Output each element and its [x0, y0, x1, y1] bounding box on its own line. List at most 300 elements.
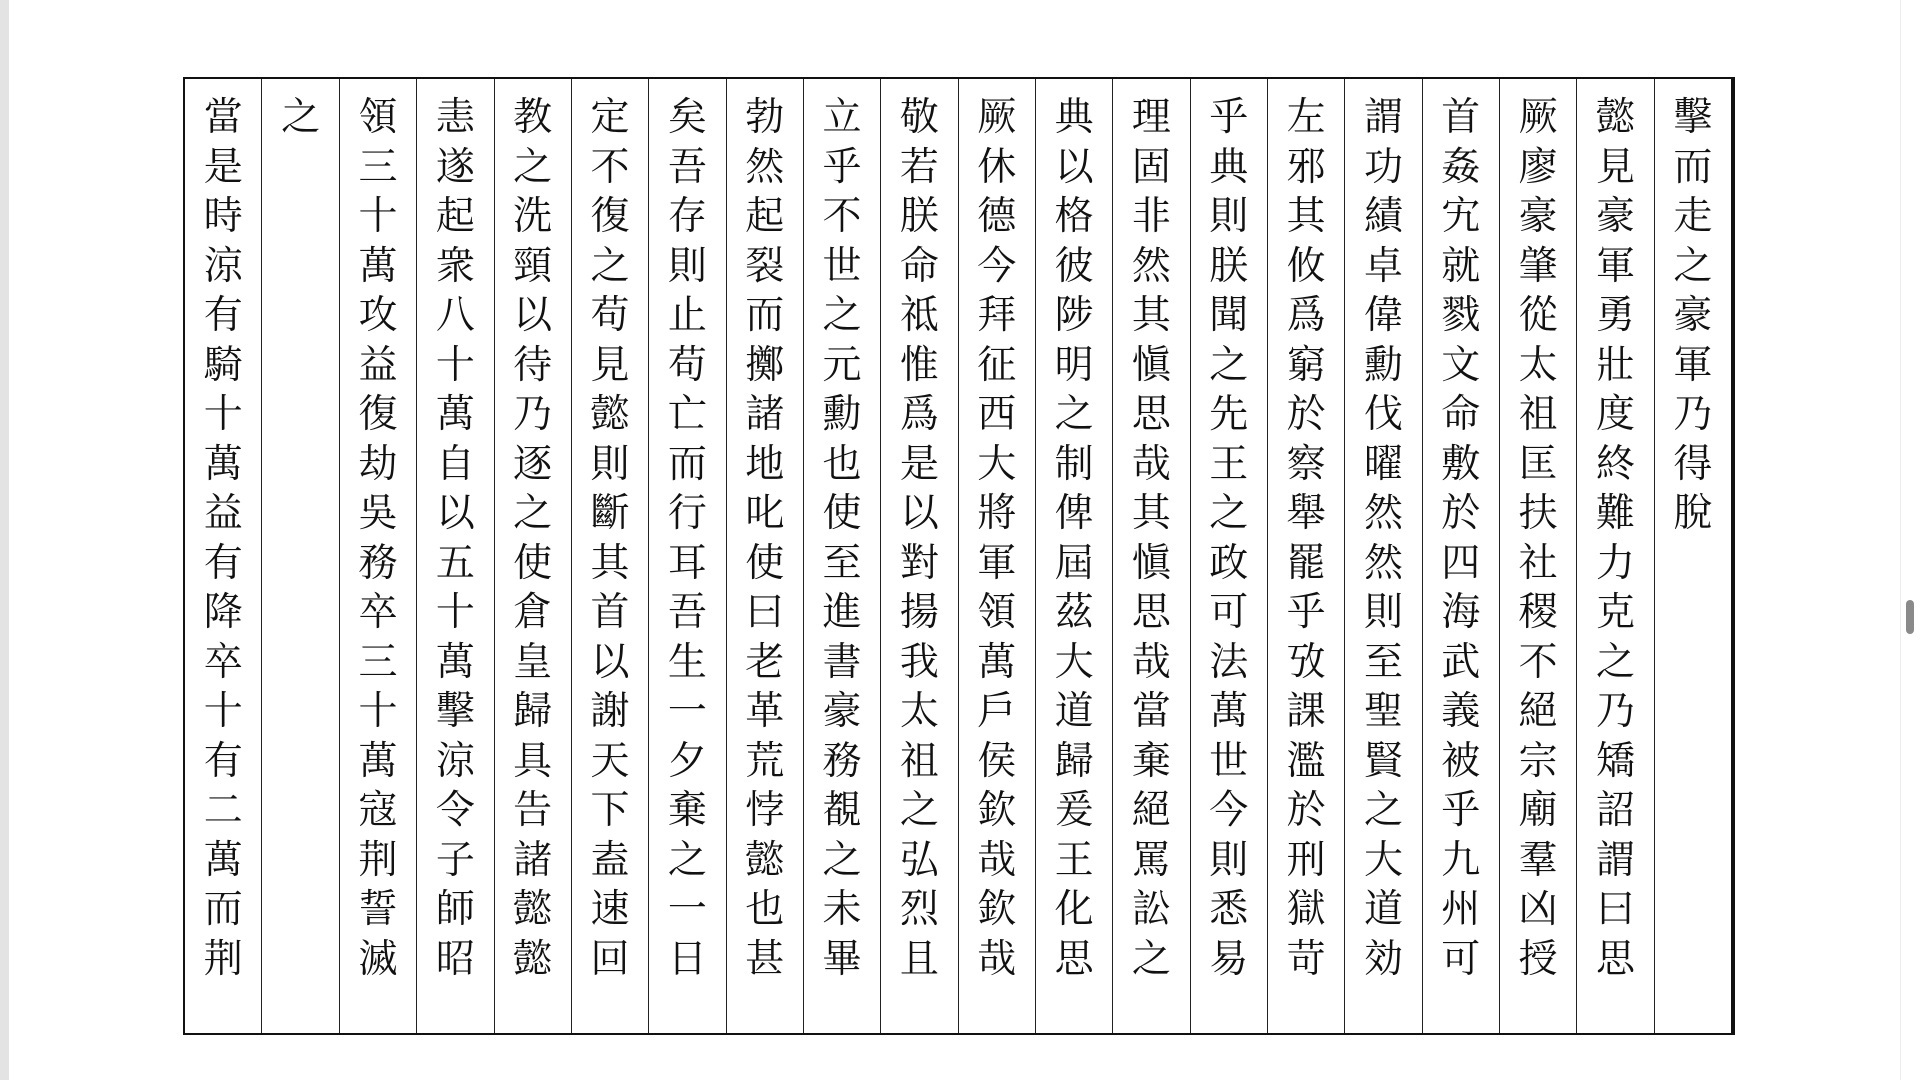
text-char: 萬	[358, 243, 398, 289]
text-char: 九	[1441, 837, 1481, 883]
text-char: 天	[590, 738, 630, 784]
text-char: 文	[1441, 342, 1481, 388]
text-char: 爰	[1054, 788, 1094, 833]
text-column	[1344, 79, 1421, 1033]
text-char: 擊	[435, 689, 475, 734]
text-char: 格	[1054, 194, 1094, 239]
text-char: 耳	[667, 540, 707, 586]
text-char: 俾	[1054, 491, 1094, 536]
text-char: 功	[1363, 144, 1403, 190]
text-char: 揚	[899, 590, 939, 635]
text-column	[185, 79, 261, 1033]
text-column	[1654, 79, 1733, 1033]
text-char: 罵	[1131, 837, 1171, 883]
text-char: 謂	[1363, 95, 1403, 140]
text-char: 豪	[1595, 194, 1635, 239]
text-char: 洗	[513, 194, 553, 239]
text-char: 五	[435, 540, 475, 586]
text-char: 苛	[1286, 936, 1326, 982]
text-char: 有	[203, 293, 243, 338]
text-char: 命	[899, 243, 939, 289]
text-char: 軍	[1673, 342, 1713, 388]
text-char: 劫	[358, 441, 398, 487]
text-char: 逐	[513, 441, 553, 487]
text-char: 謝	[590, 689, 630, 734]
text-char: 愼	[1131, 342, 1171, 388]
text-char: 涼	[435, 738, 475, 784]
text-char: 至	[1363, 639, 1403, 685]
text-char: 乃	[513, 392, 553, 437]
text-char: 宄	[1441, 194, 1481, 239]
text-char: 祖	[1518, 392, 1558, 437]
text-char: 授	[1518, 936, 1558, 982]
text-char: 吾	[667, 590, 707, 635]
text-char: 思	[1131, 590, 1171, 635]
text-column	[571, 79, 648, 1033]
text-char: 二	[203, 788, 243, 833]
text-char: 之	[1054, 392, 1094, 437]
text-char: 思	[1054, 936, 1094, 982]
text-char: 征	[977, 342, 1017, 388]
text-column	[648, 79, 725, 1033]
text-char: 就	[1441, 243, 1481, 289]
text-column	[416, 79, 493, 1033]
text-char: 制	[1054, 441, 1094, 487]
text-char: 頸	[513, 243, 553, 289]
text-char: 今	[1209, 788, 1249, 833]
text-char: 時	[203, 194, 243, 239]
text-char: 荆	[203, 936, 243, 982]
text-char: 甚	[745, 936, 785, 982]
text-char: 其	[1131, 293, 1171, 338]
text-char: 倉	[513, 590, 553, 635]
text-char: 訟	[1131, 887, 1171, 932]
text-char: 義	[1441, 689, 1481, 734]
text-char: 可	[1441, 936, 1481, 982]
text-char: 明	[1054, 342, 1094, 388]
text-char: 是	[899, 441, 939, 487]
text-char: 卓	[1363, 243, 1403, 289]
text-char: 卒	[203, 639, 243, 685]
text-char: 聖	[1363, 689, 1403, 734]
text-char: 典	[1209, 144, 1249, 190]
text-char: 裂	[745, 243, 785, 289]
text-char: 而	[745, 293, 785, 338]
text-char: 覩	[822, 788, 862, 833]
text-char: 以	[513, 293, 553, 338]
text-char: 絕	[1131, 788, 1171, 833]
text-char: 萬	[203, 441, 243, 487]
text-char: 左	[1286, 95, 1326, 140]
text-char: 罷	[1286, 540, 1326, 586]
text-column	[261, 79, 338, 1033]
text-char: 勳	[1363, 342, 1403, 388]
text-char: 絕	[1518, 689, 1558, 734]
text-char: 以	[590, 639, 630, 685]
text-char: 以	[899, 491, 939, 536]
text-char: 茲	[1054, 590, 1094, 635]
text-char: 之	[1595, 639, 1635, 685]
text-char: 難	[1595, 491, 1635, 536]
text-char: 見	[590, 342, 630, 388]
text-char: 元	[822, 342, 862, 388]
text-char: 宗	[1518, 738, 1558, 784]
text-char: 侯	[977, 738, 1017, 784]
text-char: 哉	[1131, 441, 1171, 487]
text-char: 乃	[1673, 392, 1713, 437]
text-char: 矣	[667, 95, 707, 140]
text-char: 教	[513, 95, 553, 140]
text-char: 遂	[435, 144, 475, 190]
text-char: 荆	[358, 837, 398, 883]
text-char: 之	[822, 837, 862, 883]
text-char: 効	[1363, 936, 1403, 982]
text-char: 皇	[513, 639, 553, 685]
text-column	[1190, 79, 1267, 1033]
text-char: 哉	[977, 936, 1017, 982]
text-char: 敷	[1441, 441, 1481, 487]
text-char: 世	[822, 243, 862, 289]
text-char: 海	[1441, 590, 1481, 635]
text-char: 勇	[1595, 293, 1635, 338]
text-char: 懿	[745, 837, 785, 883]
text-char: 使	[513, 540, 553, 586]
text-char: 也	[745, 887, 785, 932]
text-char: 軍	[1595, 243, 1635, 289]
text-char: 務	[358, 540, 398, 586]
text-char: 令	[435, 788, 475, 833]
text-char: 拜	[977, 293, 1017, 338]
text-char: 弘	[899, 837, 939, 883]
text-char: 以	[435, 491, 475, 536]
text-char: 之	[513, 491, 553, 536]
text-char: 大	[977, 441, 1017, 487]
text-char: 速	[590, 887, 630, 932]
text-char: 脫	[1673, 491, 1713, 536]
text-char: 乎	[1286, 590, 1326, 635]
text-char: 則	[1209, 837, 1249, 883]
text-char: 於	[1286, 392, 1326, 437]
text-char: 稷	[1518, 590, 1558, 635]
text-char: 叱	[745, 491, 785, 536]
text-char: 斷	[590, 491, 630, 536]
text-char: 十	[358, 689, 398, 734]
text-char: 地	[745, 441, 785, 487]
text-char: 而	[1673, 144, 1713, 190]
text-char: 窮	[1286, 342, 1326, 388]
text-char: 懿	[513, 936, 553, 982]
text-char: 力	[1595, 540, 1635, 586]
text-char: 告	[513, 788, 553, 833]
text-char: 敬	[899, 95, 939, 140]
text-char: 若	[899, 144, 939, 190]
text-char: 具	[513, 738, 553, 784]
text-char: 廟	[1518, 788, 1558, 833]
text-char: 之	[590, 243, 630, 289]
text-char: 勃	[745, 95, 785, 140]
text-char: 苟	[667, 342, 707, 388]
text-char: 一	[667, 887, 707, 932]
text-char: 則	[1363, 590, 1403, 635]
text-char: 一	[667, 689, 707, 734]
text-char: 得	[1673, 441, 1713, 487]
text-char: 懿	[590, 392, 630, 437]
text-char: 曰	[1595, 887, 1635, 932]
text-char: 彼	[1054, 243, 1094, 289]
text-column	[1035, 79, 1112, 1033]
text-char: 廖	[1518, 144, 1558, 190]
text-char: 三	[358, 639, 398, 685]
text-char: 亡	[667, 392, 707, 437]
text-char: 老	[745, 639, 785, 685]
text-char: 起	[745, 194, 785, 239]
text-char: 吳	[358, 491, 398, 536]
text-char: 諸	[745, 392, 785, 437]
text-char: 夕	[667, 738, 707, 784]
text-char: 厥	[1518, 95, 1558, 140]
text-char: 道	[1054, 689, 1094, 734]
text-char: 化	[1054, 887, 1094, 932]
text-char: 有	[203, 738, 243, 784]
text-char: 十	[203, 392, 243, 437]
text-char: 哉	[977, 837, 1017, 883]
text-char: 朕	[1209, 243, 1249, 289]
text-char: 歸	[513, 689, 553, 734]
text-char: 度	[1595, 392, 1635, 437]
text-char: 則	[667, 243, 707, 289]
text-char: 苟	[590, 293, 630, 338]
text-char: 爲	[1286, 293, 1326, 338]
text-char: 之	[513, 144, 553, 190]
text-char: 勳	[822, 392, 862, 437]
text-char: 濫	[1286, 738, 1326, 784]
text-char: 休	[977, 144, 1017, 190]
text-char: 也	[822, 441, 862, 487]
text-char: 誓	[358, 887, 398, 932]
text-char: 則	[590, 441, 630, 487]
text-char: 凶	[1518, 887, 1558, 932]
text-char: 武	[1441, 639, 1481, 685]
text-char: 我	[899, 639, 939, 685]
text-char: 可	[1209, 590, 1249, 635]
text-char: 悉	[1209, 887, 1249, 932]
text-char: 軍	[977, 540, 1017, 586]
text-char: 革	[745, 689, 785, 734]
left-edge-divider	[0, 0, 9, 1080]
text-char: 從	[1518, 293, 1558, 338]
text-char: 乎	[822, 144, 862, 190]
text-char: 命	[1441, 392, 1481, 437]
text-char: 悖	[745, 788, 785, 833]
text-char: 其	[1286, 194, 1326, 239]
text-char: 當	[1131, 689, 1171, 734]
text-char: 乃	[1595, 689, 1635, 734]
text-char: 然	[1363, 540, 1403, 586]
text-char: 定	[590, 95, 630, 140]
text-char: 賢	[1363, 738, 1403, 784]
text-char: 書	[822, 639, 862, 685]
text-char: 益	[358, 342, 398, 388]
text-column	[339, 79, 416, 1033]
text-char: 陟	[1054, 293, 1094, 338]
text-char: 烈	[899, 887, 939, 932]
text-char: 州	[1441, 887, 1481, 932]
text-char: 之	[1209, 491, 1249, 536]
text-char: 偉	[1363, 293, 1403, 338]
text-char: 今	[977, 243, 1017, 289]
text-char: 荒	[745, 738, 785, 784]
text-char: 壯	[1595, 342, 1635, 388]
text-char: 有	[203, 540, 243, 586]
text-column	[1576, 79, 1653, 1033]
text-char: 政	[1209, 540, 1249, 586]
text-char: 欽	[977, 887, 1017, 932]
text-char: 降	[203, 590, 243, 635]
text-char: 刑	[1286, 837, 1326, 883]
text-char: 大	[1363, 837, 1403, 883]
text-char: 領	[358, 95, 398, 140]
text-char: 舉	[1286, 491, 1326, 536]
text-char: 止	[667, 293, 707, 338]
text-char: 懿	[513, 887, 553, 932]
text-char: 德	[977, 194, 1017, 239]
text-char: 領	[977, 590, 1017, 635]
text-char: 復	[590, 194, 630, 239]
text-char: 豪	[1518, 194, 1558, 239]
text-char: 衆	[435, 243, 475, 289]
text-char: 之	[899, 788, 939, 833]
text-column	[1499, 79, 1576, 1033]
text-char: 騎	[203, 342, 243, 388]
text-char: 未	[822, 887, 862, 932]
text-char: 三	[358, 144, 398, 190]
text-char: 子	[435, 837, 475, 883]
text-char: 之	[1363, 788, 1403, 833]
text-char: 諸	[513, 837, 553, 883]
text-char: 匡	[1518, 441, 1558, 487]
text-char: 日	[667, 936, 707, 982]
text-char: 於	[1286, 788, 1326, 833]
text-char: 萬	[1209, 689, 1249, 734]
text-char: 然	[1131, 243, 1171, 289]
text-char: 寇	[358, 788, 398, 833]
text-char: 十	[203, 689, 243, 734]
text-char: 四	[1441, 540, 1481, 586]
text-char: 聞	[1209, 293, 1249, 338]
text-char: 滅	[358, 936, 398, 982]
text-char: 豪	[822, 689, 862, 734]
text-char: 攸	[1286, 243, 1326, 289]
text-char: 立	[822, 95, 862, 140]
text-char: 使	[745, 540, 785, 586]
text-char: 益	[203, 491, 243, 536]
text-char: 使	[822, 491, 862, 536]
text-char: 惟	[899, 342, 939, 388]
text-char: 王	[1054, 837, 1094, 883]
text-char: 祖	[899, 738, 939, 784]
text-char: 戶	[977, 689, 1017, 734]
text-char: 之	[1673, 243, 1713, 289]
vertical-text-table	[183, 77, 1735, 1035]
text-char: 下	[590, 788, 630, 833]
text-char: 擲	[745, 342, 785, 388]
text-char: 而	[203, 887, 243, 932]
text-char: 則	[1209, 194, 1249, 239]
text-char: 回	[590, 936, 630, 982]
text-char: 不	[822, 194, 862, 239]
text-char: 生	[667, 639, 707, 685]
text-column	[726, 79, 803, 1033]
text-char: 歸	[1054, 738, 1094, 784]
text-char: 姦	[1441, 144, 1481, 190]
text-char: 行	[667, 491, 707, 536]
text-char: 厥	[977, 95, 1017, 140]
text-char: 攻	[358, 293, 398, 338]
text-char: 屆	[1054, 540, 1094, 586]
text-char: 以	[1054, 144, 1094, 190]
text-char: 其	[1131, 491, 1171, 536]
scrollbar-thumb[interactable]	[1906, 600, 1914, 634]
text-char: 擊	[1673, 95, 1713, 140]
text-char: 棄	[1131, 738, 1171, 784]
text-char: 之	[1131, 936, 1171, 982]
text-char: 爲	[899, 392, 939, 437]
text-char: 伐	[1363, 392, 1403, 437]
text-char: 吾	[667, 144, 707, 190]
text-char: 其	[590, 540, 630, 586]
text-char: 乎	[1441, 788, 1481, 833]
text-char: 思	[1131, 392, 1171, 437]
text-char: 固	[1131, 144, 1171, 190]
text-char: 之	[1209, 342, 1249, 388]
text-char: 大	[1054, 639, 1094, 685]
text-char: 當	[203, 95, 243, 140]
text-char: 羣	[1518, 837, 1558, 883]
text-char: 復	[358, 392, 398, 437]
text-column	[803, 79, 880, 1033]
text-char: 於	[1441, 491, 1481, 536]
text-char: 欽	[977, 788, 1017, 833]
text-column	[1112, 79, 1189, 1033]
text-char: 戮	[1441, 293, 1481, 338]
text-char: 自	[435, 441, 475, 487]
text-char: 是	[203, 144, 243, 190]
text-char: 法	[1209, 639, 1249, 685]
text-char: 理	[1131, 95, 1171, 140]
text-char: 然	[1363, 491, 1403, 536]
text-char: 察	[1286, 441, 1326, 487]
text-char: 萬	[977, 639, 1017, 685]
text-char: 被	[1441, 738, 1481, 784]
text-char: 愼	[1131, 540, 1171, 586]
text-char: 萬	[358, 738, 398, 784]
text-char: 詔	[1595, 788, 1635, 833]
text-char: 曰	[745, 590, 785, 635]
text-column	[1267, 79, 1344, 1033]
text-char: 且	[899, 936, 939, 982]
text-char: 恚	[435, 95, 475, 140]
text-char: 社	[1518, 540, 1558, 586]
scrollbar-divider	[1900, 0, 1901, 1080]
text-char: 不	[1518, 639, 1558, 685]
text-char: 萬	[203, 837, 243, 883]
text-char: 肇	[1518, 243, 1558, 289]
text-char: 朕	[899, 194, 939, 239]
text-char: 畢	[822, 936, 862, 982]
text-column	[1422, 79, 1499, 1033]
text-char: 十	[435, 590, 475, 635]
text-char: 至	[822, 540, 862, 586]
